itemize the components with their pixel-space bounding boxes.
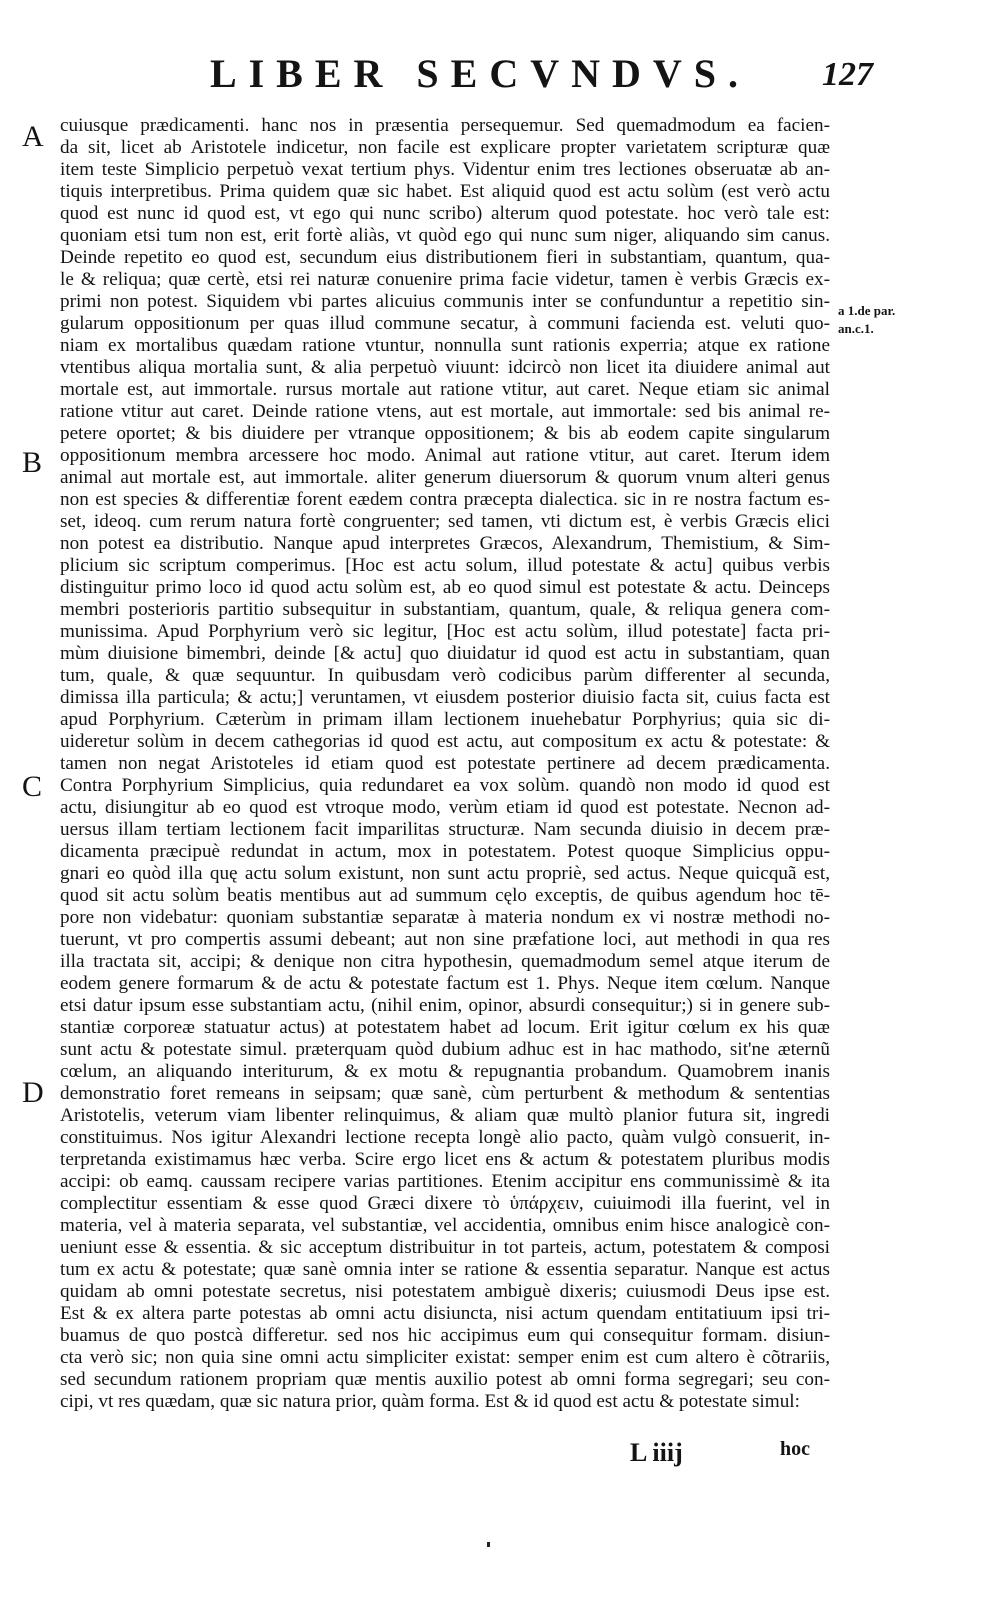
- text-line: buamus de quo postcà differetur. sed nos hic accipimus eum qui consequitur formam. disiun-: [60, 1325, 830, 1346]
- text-line: petere oportet; & bis diuidere per vtranque oppositionem; & bis ab eodem capite singularum: [60, 423, 830, 444]
- text-line: dicamenta præcipuè redundat in actum, mox in potestatem. Potest quoque Simplicius oppu-: [60, 841, 830, 862]
- text-line: dimissa illa particula; & actu;] veruntamen, vt eiusdem posterior diuisio facta sit, cuius facta est: [60, 687, 830, 708]
- margin-note-line: an.c.1.: [838, 321, 874, 336]
- text-line: membri posterioris partitio subsequitur in substantiam, quantum, quale, & reliqua genera com-: [60, 599, 830, 620]
- text-line: non est species & differentiæ forent eædem contra præcepta dialectica. sic in re nostra factum es-: [60, 489, 830, 510]
- text-line: quidam ab omni potestate secretus, nisi potestatem ambiguè dixeris; cuiusmodi Deus ipse est.: [60, 1281, 830, 1302]
- text-line: le & reliqua; quæ certè, etsi rei naturæ conuenire prima facie videtur, tamen è verbis Græcis ex-: [60, 269, 830, 290]
- text-line: sunt actu & potestate simul. præterquam quòd dubium adhuc est in hac mathodo, sit'ne æternũ: [60, 1039, 830, 1060]
- text-line: mùm diuisione bimembri, deinde [& actu] quo diuidatur id quod est actu in substantiam, quan: [60, 643, 830, 664]
- text-line: cœlum, an aliquando interiturum, & ex motu & repugnantia probandum. Quamobrem inanis: [60, 1061, 830, 1082]
- text-line: cta verò sic; non quia sine omni actu simpliciter existat: semper enim est cum altero è cõtrariis,: [60, 1347, 830, 1368]
- text-line: animal aut mortale est, aut immortale. aliter generum diuersorum & quorum vnum alteri genus: [60, 467, 830, 488]
- text-line: niam ex mortalibus quædam ratione vtuntur, nonnulla sunt rationis experria; atque ex ratione: [60, 335, 830, 356]
- section-letter-a: A: [22, 120, 44, 153]
- text-line: uideretur solùm in decem cathegorias id quod est actu, aut compositum ex actu & potestate: &: [60, 731, 830, 752]
- text-line: tamen non negat Aristoteles id etiam quod est potestate pertinere ad decem prædicamenta.: [60, 753, 830, 774]
- section-letter-d: D: [22, 1076, 44, 1109]
- text-line: cuiusque prædicamenti. hanc nos in præsentia persequemur. Sed quemadmodum ea facien-: [60, 115, 830, 136]
- text-line: ueniunt esse & essentia. & sic acceptum distribuitur in tot parteis, actum, potestatem & composi: [60, 1237, 830, 1258]
- text-line: quoniam etsi tum non est, erit fortè aliàs, vt quòd ego qui nunc sum niger, aliquando sim canus.: [60, 225, 830, 246]
- text-line: materia, vel à materia separata, vel substantiæ, vel accidentia, omnibus enim hisce analogicè con-: [60, 1215, 830, 1236]
- text-line: Contra Porphyrium Simplicius, quia redundaret ea vox solùm. quandò non modo id quod est: [60, 775, 830, 796]
- text-line: vtentibus aliqua mortalia sunt, & alia perpetuò viuunt: idcircò non licet ita diuidere animal aut: [60, 357, 830, 378]
- text-line: constituimus. Nos igitur Alexandri lectione recepta longè alio pacto, quàm vulgò consuerit, in-: [60, 1127, 830, 1148]
- page-number: 127: [822, 56, 873, 93]
- text-line: ratione vtitur aut caret. Deinde ratione vtens, aut est mortale, aut immortale: sed bis animal re-: [60, 401, 830, 422]
- text-line: plicium sic scriptum comperimus. [Hoc est actu solum, illud potestate & actu] quibus verbis: [60, 555, 830, 576]
- text-line: accipi: ob eamq. caussam recipere varias partitiones. Etenim accipitur ens communissimè & ita: [60, 1171, 830, 1192]
- text-line: tum ex actu & potestate; quæ sanè omnia inter se ratione & essentia separatur. Nanque est actus: [60, 1259, 830, 1280]
- ink-speck: [487, 1542, 490, 1547]
- text-line: tuerunt, vt pro compertis assumi debeant; aut non sine præfatione loci, aut methodi in qua res: [60, 929, 830, 950]
- text-line: tum, quale, & quæ sequuntur. In quibusdam verò codicibus parùm differenter al secunda,: [60, 665, 830, 686]
- text-line: sed secundum rationem propriam quæ mentis auxilio potest ab omni forma segregari; seu con-: [60, 1369, 830, 1390]
- text-line: illa tractata sit, accipi; & denique non citra hypothesin, quemadmodum semel atque iterum de: [60, 951, 830, 972]
- text-line: Est & ex altera parte potestas ab omni actu disiuncta, nisi actum quendam entitatiuum ipsi tri-: [60, 1303, 830, 1324]
- text-line: quod sit actu solùm beatis mentibus aut ad summum cęlo exceptis, de quibus agendum hoc tē-: [60, 885, 830, 906]
- text-line: Aristotelis, veterum viam libenter relinquimus, & aliam quæ multò planior futura sit, ingredi: [60, 1105, 830, 1126]
- section-letter-b: B: [22, 446, 43, 479]
- text-line: da sit, licet ab Aristotele indicetur, non facile est explicare propter varietatem scripturæ quæ: [60, 137, 830, 158]
- text-line: demonstratio foret remeans in seipsam; quæ sanè, cùm perturbent & methodum & sententias: [60, 1083, 830, 1104]
- text-line: Deinde repetito eo quod est, secundum eius distributionem fieri in substantiam, quantum, qua-: [60, 247, 830, 268]
- text-line: non potest ea distributio. Nanque apud interpretes Græcos, Alexandrum, Themistium, & Sim-: [60, 533, 830, 554]
- text-line: quod est nunc id quod est, vt ego qui nunc scribo) alterum quod potestate. hoc verò tale est:: [60, 203, 830, 224]
- text-line: tiquis interpretibus. Prima quidem quæ sic habet. Est aliquid quod est actu solùm (est verò actu: [60, 181, 830, 202]
- text-line: cipi, vt res quædam, quæ sic natura prior, quàm forma. Est & id quod est actu & potestate simul:: [60, 1391, 800, 1412]
- text-line: pore non videbatur: quoniam substantiæ separatæ à materia nondum ex vi nostræ methodi no-: [60, 907, 830, 928]
- text-line: etsi datur ipsum esse substantiam actu, (nihil enim, opinor, absurdi consequitur;) si in genere sub-: [60, 995, 830, 1016]
- text-line: mortale est, aut immortale. rursus mortale aut ratione vtitur, aut caret. Neque etiam sic animal: [60, 379, 830, 400]
- text-line: munissima. Apud Porphyrium verò sic legitur, [Hoc est actu solùm, illud potestate] facta pri-: [60, 621, 830, 642]
- text-line: item teste Simplicio perpetuò vexat tertium phys. Videntur enim tres lectiones obseruatæ ab an-: [60, 159, 830, 180]
- section-letter-c: C: [22, 770, 43, 803]
- text-line: primi non potest. Siquidem vbi partes alicuius communis inter se confunduntur a repetitio sin-: [60, 291, 830, 312]
- signature-mark: L iiij: [630, 1438, 683, 1467]
- text-line: actu, disiungitur ab eo quod est vtroque modo, verùm etiam id quod est potestate. Necnon ad-: [60, 797, 830, 818]
- text-line: gnari eo quòd illa quę actu solum existunt, non sunt actu propriè, sed actus. Neque quicquã est,: [60, 863, 830, 884]
- margin-note-line: a 1.de par.: [838, 303, 896, 318]
- running-head: LIBER SECVNDVS.: [209, 51, 751, 96]
- text-line: complectitur essentiam & esse quod Græci dixere τὸ ὑπάρχειν, cuiuimodi illa fuerint, vel in: [60, 1193, 830, 1214]
- catchword: hoc: [780, 1438, 810, 1460]
- text-line: uersus illam tertiam lectionem facit imparilitas structuræ. Nam secunda diuisio in decem præ-: [60, 819, 830, 840]
- text-line: distinguitur primo loco id quod actu solùm est, ab eo quod simul est potestate & actu. Deinceps: [60, 577, 830, 598]
- text-line: apud Porphyrium. Cæterùm in primam illam lectionem inuehebatur Porphyrius; quia sic di-: [60, 709, 830, 730]
- text-line: set, ideoq. cum rerum natura fortè congruenter; sed tamen, vti dictum est, è verbis Græcis elici: [60, 511, 830, 532]
- text-line: eodem genere formarum & de actu & potestate factum est 1. Phys. Neque item cœlum. Nanque: [60, 973, 830, 994]
- text-line: terpretanda existimamus hæc verba. Scire ergo licet ens & actum & potestatem pluribus modis: [60, 1149, 830, 1170]
- text-line: gularum oppositionum per quas illud commune secatur, à communi facienda est. veluti quo-: [60, 313, 830, 334]
- text-line: oppositionum membra arcessere hoc modo. Animal aut ratione vtitur, aut caret. Iterum idem: [60, 445, 830, 466]
- text-line: stantiæ corporeæ statuatur actus) at potestatem habet ad locum. Erit igitur cœlum ex his quæ: [60, 1017, 830, 1038]
